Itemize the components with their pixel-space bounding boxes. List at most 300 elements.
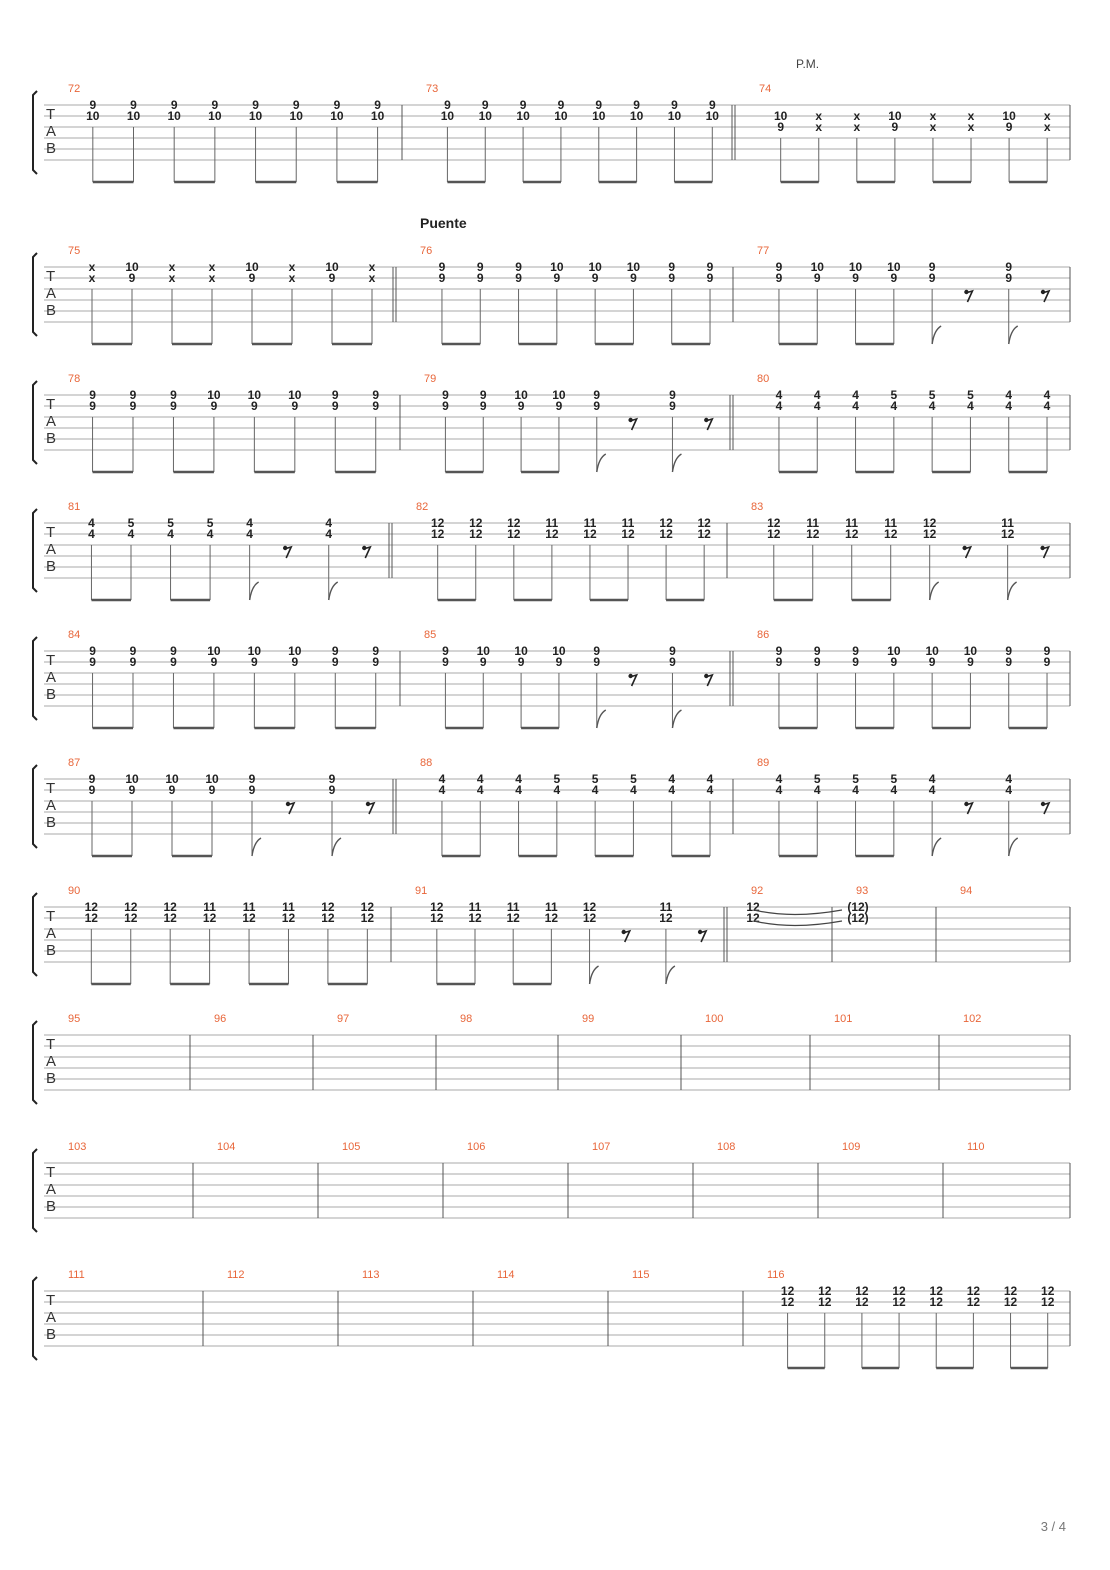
fret-number: 10 xyxy=(167,109,181,123)
fret-number: 9 xyxy=(170,655,177,669)
fret-number: 9 xyxy=(555,655,563,669)
fret-number: 4 xyxy=(852,399,859,413)
fret-number: 4 xyxy=(515,783,522,797)
fret-number: 9 xyxy=(129,644,137,658)
fret-number: 5 xyxy=(630,772,637,786)
measure-number: 82 xyxy=(416,501,429,513)
tab-clef-a: A xyxy=(46,541,57,558)
fret-number: (12) xyxy=(847,900,869,914)
fret-number: 10 xyxy=(588,260,602,274)
fret-number: 9 xyxy=(331,388,339,402)
measure-number: 100 xyxy=(705,1013,724,1025)
fret-number: x xyxy=(88,271,96,285)
measure-number: 99 xyxy=(582,1013,595,1025)
fret-number: 9 xyxy=(128,783,136,797)
fret-number: 12 xyxy=(583,527,597,541)
fret-number: 10 xyxy=(810,260,824,274)
fret-number: 5 xyxy=(127,516,135,530)
tie-arc xyxy=(754,921,842,926)
fret-number: 9 xyxy=(372,388,380,402)
page-number: 3 / 4 xyxy=(1040,1519,1066,1534)
fret-number: 9 xyxy=(633,98,640,112)
fret-number: 4 xyxy=(88,516,95,530)
fret-number: 9 xyxy=(89,644,96,658)
fret-number: 9 xyxy=(1005,644,1013,658)
fret-number: 12 xyxy=(1041,1295,1055,1309)
fret-number: 9 xyxy=(476,271,484,285)
fret-number: 9 xyxy=(170,644,177,658)
fret-number: 9 xyxy=(591,271,599,285)
eighth-flag xyxy=(329,582,338,600)
fret-number: 9 xyxy=(1005,120,1013,134)
fret-number: 10 xyxy=(774,109,788,123)
fret-number: 10 xyxy=(86,109,100,123)
fret-number: 4 xyxy=(852,783,859,797)
fret-number: 12 xyxy=(780,1284,795,1298)
tab-clef-t: T xyxy=(46,1164,56,1181)
fret-number: 12 xyxy=(1003,1284,1018,1298)
fret-number: 9 xyxy=(519,98,527,112)
fret-number: 12 xyxy=(431,516,445,530)
measure-number: 94 xyxy=(960,885,973,897)
fret-number: 12 xyxy=(84,900,98,914)
fret-number: 9 xyxy=(479,388,487,402)
fret-number: 9 xyxy=(442,388,449,402)
fret-number: 4 xyxy=(668,772,676,786)
tab-clef-t: T xyxy=(46,1036,56,1053)
tab-clef-a: A xyxy=(46,1053,57,1070)
fret-number: 10 xyxy=(592,109,606,123)
fret-number: 9 xyxy=(129,655,137,669)
tab-clef-b: B xyxy=(46,302,57,319)
fret-number: 10 xyxy=(550,260,564,274)
fret-number: 11 xyxy=(845,516,859,530)
fret-number: 10 xyxy=(705,109,719,123)
fret-number: 9 xyxy=(89,98,97,112)
fret-number: 4 xyxy=(438,772,446,786)
fret-number: 12 xyxy=(966,1295,981,1309)
fret-number: 12 xyxy=(360,900,375,914)
fret-number: 4 xyxy=(325,516,333,530)
measure-number: 81 xyxy=(68,501,81,513)
fret-number: 10 xyxy=(330,109,344,123)
fret-number: 5 xyxy=(890,772,898,786)
fret-number: 10 xyxy=(125,260,139,274)
tab-clef-t: T xyxy=(46,1292,56,1309)
eighth-flag xyxy=(666,966,675,984)
fret-number: 9 xyxy=(967,655,974,669)
fret-number: 4 xyxy=(706,783,714,797)
measure-number: 72 xyxy=(68,83,81,95)
fret-number: 12 xyxy=(469,527,483,541)
measure-number: 84 xyxy=(68,629,81,641)
fret-number: 10 xyxy=(1002,109,1016,123)
eighth-flag xyxy=(932,838,941,856)
measure-number: 98 xyxy=(460,1013,473,1025)
fret-number: 12 xyxy=(242,911,256,925)
fret-number: 12 xyxy=(746,911,760,925)
fret-number: 12 xyxy=(469,516,483,530)
fret-number: 9 xyxy=(852,271,859,285)
fret-number: 9 xyxy=(208,783,216,797)
fret-number: 9 xyxy=(813,271,821,285)
fret-number: 9 xyxy=(553,271,561,285)
fret-number: 12 xyxy=(582,911,597,925)
fret-number: 4 xyxy=(1005,772,1013,786)
fret-number: 10 xyxy=(552,644,566,658)
fret-number: 9 xyxy=(928,271,936,285)
fret-number: 9 xyxy=(372,655,380,669)
fret-number: 9 xyxy=(130,98,137,112)
fret-number: 12 xyxy=(124,911,138,925)
measure-number: 113 xyxy=(362,1269,380,1281)
fret-number: 4 xyxy=(438,783,446,797)
measure-number: 80 xyxy=(757,373,770,385)
fret-number: 9 xyxy=(88,772,96,786)
fret-number: 9 xyxy=(517,655,525,669)
fret-number: x xyxy=(853,109,861,123)
measure-number: 108 xyxy=(717,1141,736,1153)
fret-number: 9 xyxy=(374,98,381,112)
fret-number: 4 xyxy=(476,783,484,797)
fret-number: 12 xyxy=(659,911,673,925)
fret-number: 9 xyxy=(170,399,177,413)
fret-number: 9 xyxy=(442,644,449,658)
fret-number: 10 xyxy=(247,388,262,402)
fret-number: 9 xyxy=(593,388,601,402)
fret-number: 4 xyxy=(1043,388,1051,402)
tab-clef-t: T xyxy=(46,524,56,541)
fret-number: 11 xyxy=(659,900,673,914)
fret-number: 12 xyxy=(321,900,335,914)
tab-clef-t: T xyxy=(46,396,56,413)
fret-number: 5 xyxy=(591,772,599,786)
fret-number: 12 xyxy=(892,1295,906,1309)
fret-number: 4 xyxy=(1005,388,1013,402)
fret-number: 5 xyxy=(206,516,214,530)
tab-clef-t: T xyxy=(46,268,56,285)
fret-number: 9 xyxy=(252,98,259,112)
fret-number: 4 xyxy=(890,399,898,413)
fret-number: 4 xyxy=(553,783,561,797)
fret-number: 11 xyxy=(884,516,898,530)
fret-number: 9 xyxy=(517,399,525,413)
fret-number: 4 xyxy=(476,772,484,786)
fret-number: 12 xyxy=(855,1284,869,1298)
tab-clef-a: A xyxy=(46,669,57,686)
tab-clef-b: B xyxy=(46,814,57,831)
fret-number: x xyxy=(208,271,216,285)
measure-number: 111 xyxy=(68,1269,85,1281)
fret-number: 9 xyxy=(1043,644,1051,658)
fret-number: 12 xyxy=(923,516,937,530)
fret-number: 12 xyxy=(966,1284,981,1298)
staff-brace xyxy=(33,1277,37,1360)
palm-mute-label: P.M. xyxy=(796,57,820,71)
fret-number: 9 xyxy=(479,399,487,413)
staff-brace xyxy=(33,765,37,848)
fret-number: 10 xyxy=(207,644,221,658)
measure-number: 107 xyxy=(592,1141,611,1153)
measure-number: 75 xyxy=(68,245,81,257)
fret-number: 10 xyxy=(247,644,262,658)
fret-number: 5 xyxy=(167,516,174,530)
fret-number: 9 xyxy=(333,98,341,112)
tab-clef-b: B xyxy=(46,1198,57,1215)
fret-number: 10 xyxy=(887,260,901,274)
fret-number: 9 xyxy=(481,98,489,112)
fret-number: 9 xyxy=(852,655,859,669)
tab-clef-a: A xyxy=(46,1309,57,1326)
tab-clef-a: A xyxy=(46,123,57,140)
staff-brace xyxy=(33,637,37,720)
fret-number: 12 xyxy=(163,911,177,925)
fret-number: 12 xyxy=(1041,1284,1055,1298)
eighth-flag xyxy=(332,838,341,856)
fret-number: 11 xyxy=(282,900,295,914)
measure-number: 76 xyxy=(420,245,433,257)
fret-number: 4 xyxy=(890,783,898,797)
fret-number: 11 xyxy=(545,900,558,914)
fret-number: 9 xyxy=(557,98,565,112)
fret-number: 12 xyxy=(818,1295,832,1309)
fret-number: 11 xyxy=(506,900,520,914)
fret-number: 12 xyxy=(84,911,98,925)
fret-number: 9 xyxy=(515,271,522,285)
fret-number: 9 xyxy=(671,98,678,112)
measure-number: 78 xyxy=(68,373,81,385)
fret-number: x xyxy=(88,260,96,274)
measure-number: 93 xyxy=(856,885,869,897)
fret-number: x xyxy=(929,120,937,134)
measure-number: 90 xyxy=(68,885,81,897)
measure-number: 116 xyxy=(767,1269,785,1281)
staff-brace xyxy=(33,1021,37,1104)
fret-number: 9 xyxy=(170,388,177,402)
fret-number: 10 xyxy=(125,772,139,786)
fret-number: 9 xyxy=(372,399,380,413)
fret-number: 12 xyxy=(780,1295,795,1309)
measure-number: 83 xyxy=(751,501,764,513)
fret-number: 10 xyxy=(516,109,530,123)
fret-number: 9 xyxy=(438,271,446,285)
measure-number: 85 xyxy=(424,629,437,641)
fret-number: 4 xyxy=(246,516,253,530)
fret-number: 12 xyxy=(281,911,296,925)
fret-number: 9 xyxy=(211,98,219,112)
measure-number: 77 xyxy=(757,245,770,257)
fret-number: 12 xyxy=(321,911,335,925)
fret-number: 10 xyxy=(205,772,219,786)
fret-number: 4 xyxy=(1005,399,1013,413)
fret-number: 12 xyxy=(202,911,217,925)
fret-number: 12 xyxy=(659,516,673,530)
fret-number: 12 xyxy=(806,527,820,541)
fret-number: 9 xyxy=(708,98,716,112)
measure-number: 89 xyxy=(757,757,770,769)
fret-number: 4 xyxy=(775,772,783,786)
fret-number: 10 xyxy=(963,644,978,658)
fret-number: 9 xyxy=(1005,655,1013,669)
measure-number: 110 xyxy=(967,1141,985,1153)
fret-number: 10 xyxy=(478,109,492,123)
fret-number: 9 xyxy=(593,399,601,413)
fret-number: 12 xyxy=(431,527,445,541)
fret-number: 10 xyxy=(288,644,302,658)
fret-number: 9 xyxy=(593,655,601,669)
fret-number: 10 xyxy=(888,109,902,123)
fret-number: 12 xyxy=(659,527,673,541)
fret-number: 12 xyxy=(360,911,375,925)
fret-number: 11 xyxy=(545,516,559,530)
fret-number: x xyxy=(1043,109,1051,123)
fret-number: 12 xyxy=(767,527,781,541)
fret-number: 12 xyxy=(697,527,711,541)
fret-number: 9 xyxy=(775,260,783,274)
fret-number: 9 xyxy=(438,260,446,274)
fret-number: 9 xyxy=(777,120,785,134)
fret-number: 12 xyxy=(163,900,177,914)
measure-number: 96 xyxy=(214,1013,227,1025)
tab-clef-t: T xyxy=(46,106,56,123)
measure-number: 97 xyxy=(337,1013,350,1025)
fret-number: 10 xyxy=(248,109,263,123)
fret-number: 4 xyxy=(1005,783,1013,797)
fret-number: 12 xyxy=(929,1295,943,1309)
fret-number: 10 xyxy=(848,260,863,274)
fret-number: 9 xyxy=(129,399,137,413)
fret-number: 9 xyxy=(1005,271,1013,285)
measure-number: 106 xyxy=(467,1141,486,1153)
tab-clef-t: T xyxy=(46,780,56,797)
fret-number: 10 xyxy=(288,388,302,402)
staff-brace xyxy=(33,893,37,976)
fret-number: 9 xyxy=(775,655,783,669)
tab-clef-b: B xyxy=(46,140,57,157)
fret-number: x xyxy=(815,109,823,123)
fret-number: 10 xyxy=(289,109,303,123)
fret-number: 12 xyxy=(884,527,898,541)
tab-clef-t: T xyxy=(46,908,56,925)
fret-number: 9 xyxy=(1005,260,1013,274)
fret-number: 9 xyxy=(328,783,336,797)
eighth-flag xyxy=(672,454,681,472)
fret-number: 9 xyxy=(668,260,676,274)
fret-number: 4 xyxy=(515,772,522,786)
fret-number: 4 xyxy=(630,783,637,797)
fret-number: 10 xyxy=(925,644,939,658)
fret-number: 12 xyxy=(929,1284,943,1298)
fret-number: 9 xyxy=(170,98,178,112)
eighth-flag xyxy=(252,838,261,856)
fret-number: 9 xyxy=(328,772,336,786)
measure-number: 112 xyxy=(227,1269,245,1281)
fret-number: 9 xyxy=(669,388,676,402)
measure-number: 74 xyxy=(759,83,772,95)
fret-number: x xyxy=(288,271,296,285)
tab-clef-a: A xyxy=(46,1181,57,1198)
tab-clef-a: A xyxy=(46,413,57,430)
staff-brace xyxy=(33,253,37,336)
tab-clef-b: B xyxy=(46,1070,57,1087)
fret-number: 12 xyxy=(468,911,482,925)
eighth-flag xyxy=(590,966,599,984)
eighth-flag xyxy=(597,454,606,472)
fret-number: 9 xyxy=(890,271,898,285)
tab-clef-b: B xyxy=(46,686,57,703)
fret-number: 10 xyxy=(440,109,455,123)
fret-number: 9 xyxy=(372,644,380,658)
eighth-flag xyxy=(932,326,941,344)
fret-number: 9 xyxy=(668,271,676,285)
measure-number: 88 xyxy=(420,757,433,769)
fret-number: 4 xyxy=(775,388,783,402)
fret-number: 9 xyxy=(129,388,137,402)
fret-number: 12 xyxy=(124,900,138,914)
fret-number: 4 xyxy=(928,783,936,797)
fret-number: 9 xyxy=(88,783,96,797)
measure-number: 95 xyxy=(68,1013,81,1025)
fret-number: 9 xyxy=(479,655,487,669)
tab-clef-a: A xyxy=(46,797,57,814)
fret-number: 5 xyxy=(967,388,974,402)
fret-number: 9 xyxy=(128,271,136,285)
fret-number: x xyxy=(168,271,176,285)
fret-number: x xyxy=(853,120,861,134)
fret-number: 12 xyxy=(507,516,521,530)
fret-number: x xyxy=(967,109,975,123)
fret-number: 4 xyxy=(246,527,253,541)
fret-number: 4 xyxy=(775,783,783,797)
fret-number: 4 xyxy=(813,783,821,797)
fret-number: 12 xyxy=(507,527,521,541)
fret-number: 10 xyxy=(208,109,222,123)
fret-number: 10 xyxy=(370,109,385,123)
fret-number: 9 xyxy=(775,271,783,285)
fret-number: 4 xyxy=(591,783,599,797)
staff-brace xyxy=(33,91,37,174)
fret-number: 12 xyxy=(544,911,559,925)
fret-number: 10 xyxy=(552,388,566,402)
fret-number: 9 xyxy=(706,271,714,285)
eighth-flag xyxy=(1009,326,1018,344)
fret-number: 9 xyxy=(669,644,676,658)
measure-number: 91 xyxy=(415,885,428,897)
measure-number: 73 xyxy=(426,83,439,95)
fret-number: 5 xyxy=(852,772,859,786)
fret-number: 9 xyxy=(291,399,299,413)
fret-number: 4 xyxy=(167,527,174,541)
fret-number: 4 xyxy=(206,527,214,541)
tab-clef-a: A xyxy=(46,925,57,942)
eighth-flag xyxy=(250,582,259,600)
fret-number: 4 xyxy=(928,772,936,786)
fret-number: 10 xyxy=(629,109,644,123)
measure-number: 103 xyxy=(68,1141,87,1153)
fret-number: 10 xyxy=(667,109,682,123)
fret-number: 12 xyxy=(855,1295,869,1309)
fret-number: 9 xyxy=(251,399,258,413)
fret-number: 9 xyxy=(928,655,936,669)
fret-number: 12 xyxy=(430,911,444,925)
fret-number: 10 xyxy=(887,644,901,658)
fret-number: 9 xyxy=(630,271,637,285)
fret-number: 4 xyxy=(668,783,676,797)
fret-number: 11 xyxy=(242,900,256,914)
tab-clef-a: A xyxy=(46,285,57,302)
fret-number: 9 xyxy=(331,399,339,413)
fret-number: 9 xyxy=(168,783,176,797)
